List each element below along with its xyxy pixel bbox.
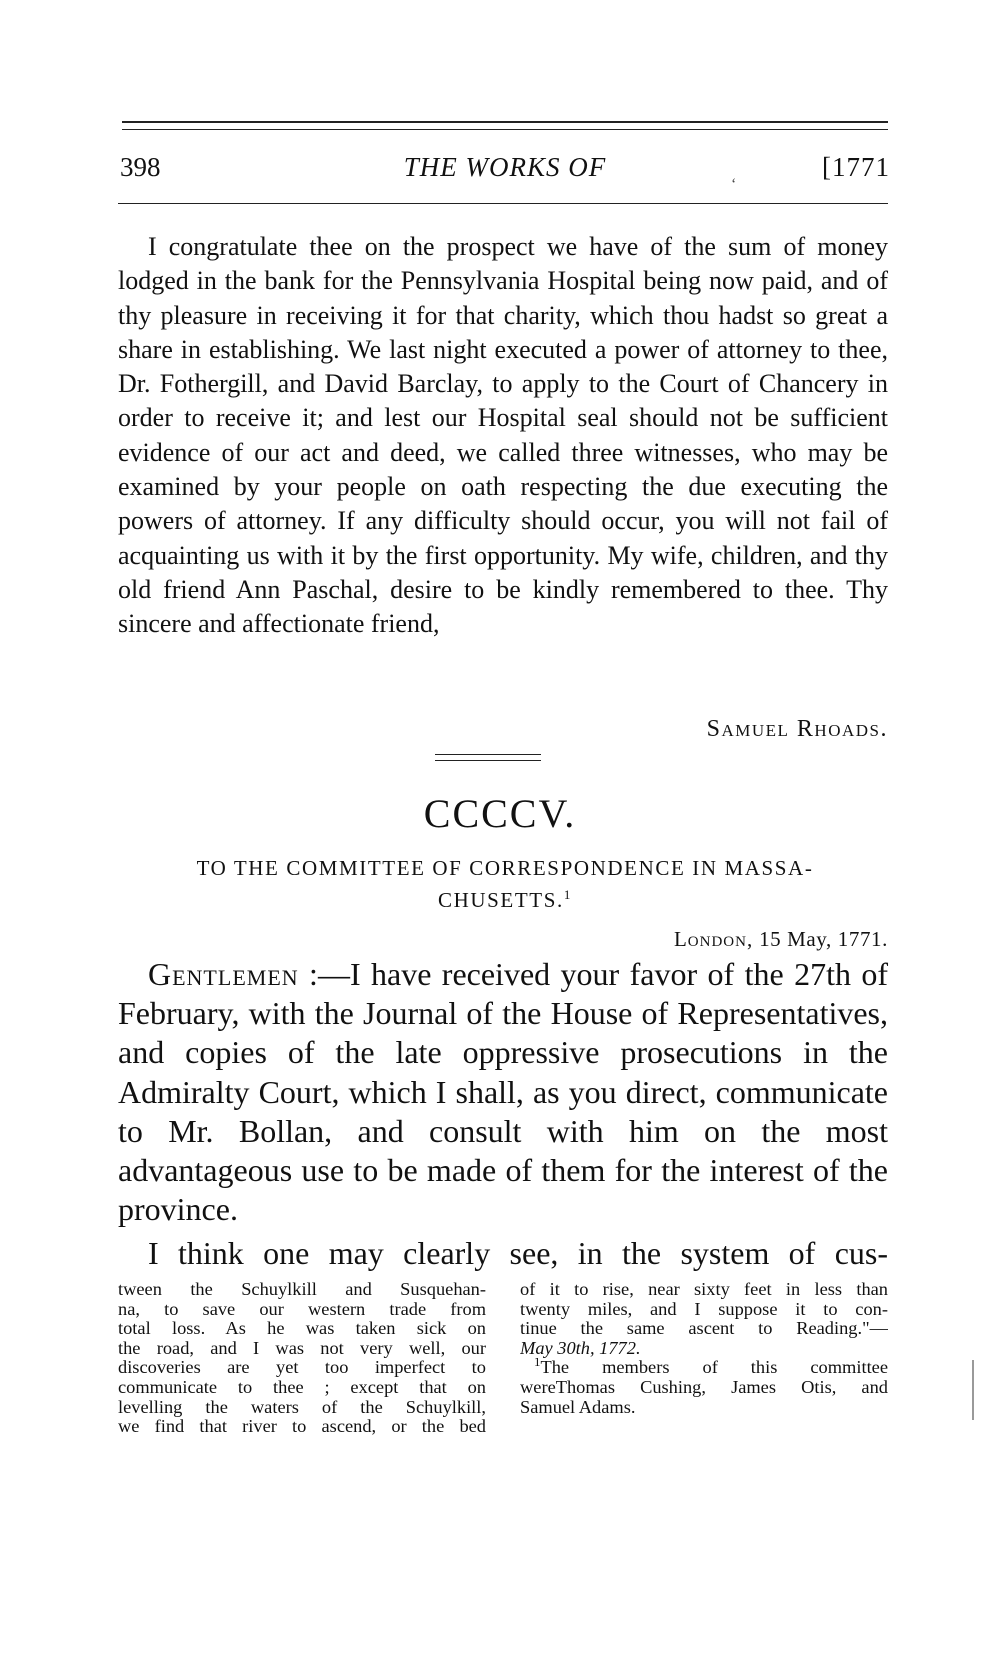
footnote-line: tween the Schuylkill and Susquehan-: [118, 1280, 486, 1299]
footnote-1-line: [520, 1358, 888, 1378]
footnote-line: communicate to thee ; except that on: [118, 1377, 486, 1397]
page-edge-mark: [972, 1360, 974, 1420]
footnote-line: na, to save our western trade from: [118, 1299, 486, 1319]
footnote-left-column: [118, 1280, 486, 1437]
signature: Samuel Rhoads.: [706, 716, 888, 742]
footnote-line: of it to rise, near sixty feet in less than: [520, 1280, 888, 1299]
previous-letter-text: I congratulate thee on the prospect we have of the sum of money lodged in the bank for the Pennsylvania Hospital being now paid, and of thy pleasure in receiving it for that charity, which thou hadst so great a share in establishing. We last night executed a power of attorney to thee, Dr. Fothergill, and David Barclay, to apply to the Court of Chancery in order to receive it; and lest our Hospital seal should not be sufficient evidence of our act and deed, we called three witnesses, who may be examined by your people on oath respecting the due executing the powers of attorney. If any difficulty should occur, you will not fail of acquainting us with it by the first opportunity. My wife, children, and thy old friend Ann Paschal, desire to be kindly remembered to thee. Thy sincere and affectionate friend,: [118, 232, 888, 639]
letter-paragraph-2: I think one may clearly see, in the system of cus-: [148, 1235, 888, 1271]
addressee: [130, 852, 880, 916]
footnote-right-column: [520, 1280, 888, 1417]
page-number: 398: [120, 152, 161, 182]
footnote-line: wereThomas Cushing, James Otis, and: [520, 1377, 888, 1397]
footnote-date: May 30th, 1772.: [520, 1338, 641, 1358]
top-rule-thick: [122, 121, 888, 123]
footnote-line: the road, and I was not very well, our: [118, 1338, 486, 1358]
dateline-date: 15 May, 1771.: [759, 927, 888, 951]
footnote-line: Samuel Adams.: [520, 1397, 636, 1417]
footnote-line: levelling the waters of the Schuylkill,: [118, 1397, 486, 1417]
footnote-line: we find that river to ascend, or the bed: [118, 1417, 486, 1437]
letter-paragraph-1: [118, 955, 888, 1229]
running-title: THE WORKS OF: [403, 152, 607, 182]
running-head: [120, 152, 890, 186]
letter-number: CCCCV.: [423, 791, 577, 836]
footnote-marker: 1: [563, 887, 572, 902]
letter-body: [118, 955, 888, 1229]
stray-mark: ʻ: [731, 176, 737, 193]
section-rule-lower: [435, 760, 541, 761]
footnote-1-text: The members of this committee: [540, 1358, 888, 1378]
footnote-line: total loss. As he was taken sick on: [118, 1319, 486, 1339]
head-rule: [118, 203, 888, 204]
dateline: [674, 927, 888, 952]
footnote-line: tinue the same ascent to Reading."—: [520, 1319, 888, 1339]
footnote-line: twenty miles, and I suppose it to con-: [520, 1299, 888, 1319]
top-rule-thin: [122, 129, 888, 130]
dateline-place: London,: [673, 927, 754, 951]
addressee-line-2: CHUSETTS.: [438, 888, 564, 912]
salutation: Gentlemen: [148, 956, 299, 992]
addressee-line-1: TO THE COMMITTEE OF CORRESPONDENCE IN MASSA-: [196, 856, 814, 880]
section-rule-upper: [435, 754, 541, 755]
footnote-line: discoveries are yet too imperfect to: [118, 1358, 486, 1378]
paragraph-1-text: :—I have received your favor of the 27th of February, with the Journal of the House of Representatives, and copies of the late oppressive prosecutions in the Admiralty Court, which I shall, as you direct, communicate to Mr. Bollan, and consult with him on the most advantageous use to be made of them for the interest of the province.: [118, 956, 889, 1228]
running-year: [1771: [822, 152, 890, 182]
footnote-1-marker: 1: [534, 1358, 541, 1370]
